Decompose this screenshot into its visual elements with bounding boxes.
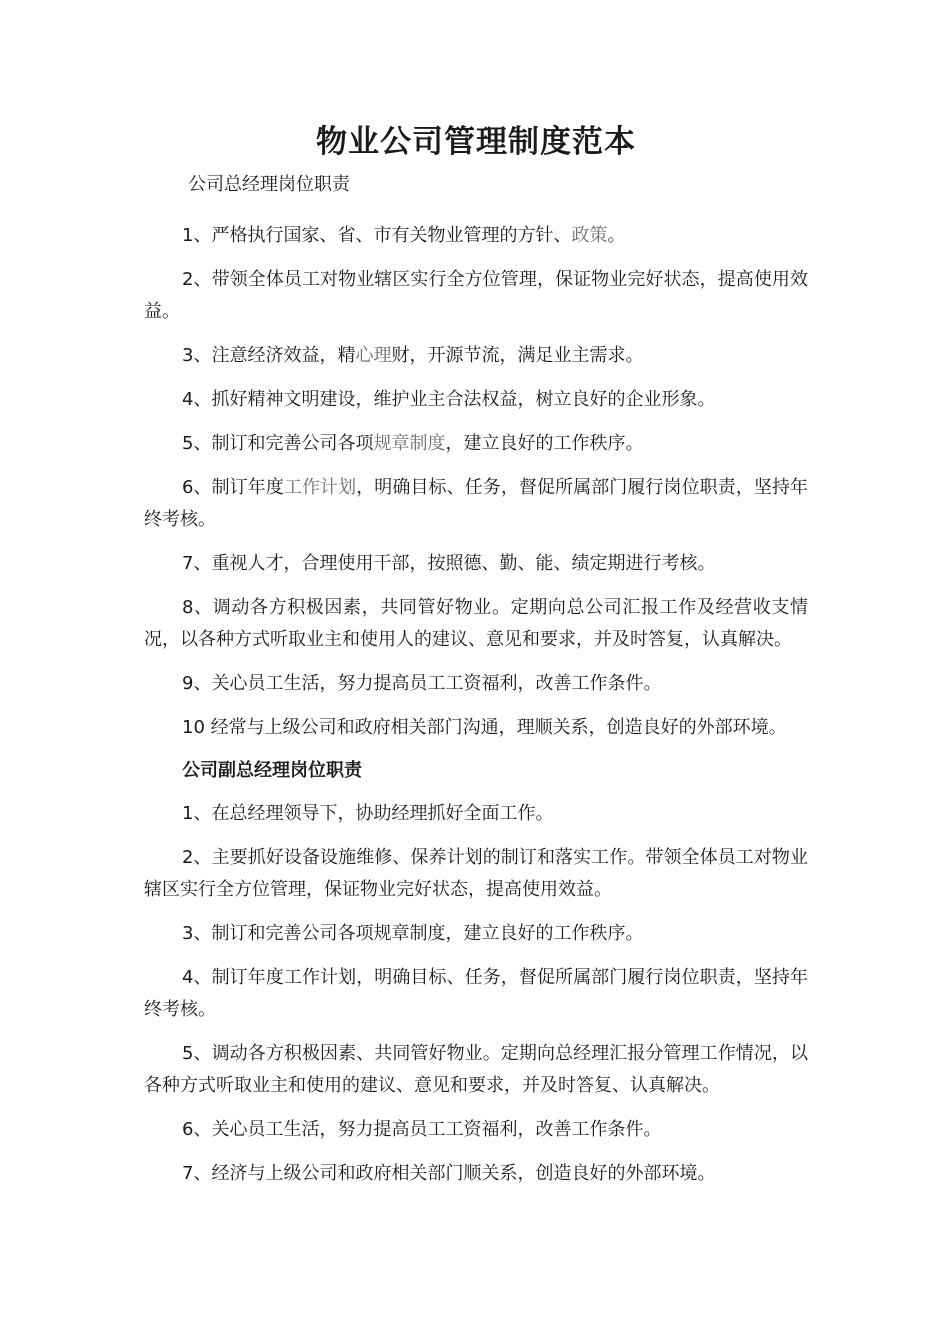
dgm-duty-6: 6、关心员工生活，努力提高员工工资福利，改善工作条件。: [182, 1119, 662, 1140]
section-heading-deputy-manager: 公司副总经理岗位职责: [182, 760, 362, 781]
gm-duty-6: 6、制订年度工作计划，明确目标、任务，督促所属部门履行岗位职责，坚持年终考核。: [144, 477, 809, 530]
section-heading-general-manager: 公司总经理岗位职责: [188, 174, 350, 195]
dgm-duty-3: 3、制订和完善公司各项规章制度，建立良好的工作秩序。: [182, 923, 644, 944]
gm-duty-10: 10 经常与上级公司和政府相关部门沟通，理顺关系，创造良好的外部环境。: [182, 717, 787, 738]
link-policy[interactable]: 政策: [571, 225, 608, 246]
dgm-duty-7: 7、经济与上级公司和政府相关部门顺关系，创造良好的外部环境。: [182, 1163, 716, 1184]
gm-duty-5: 5、制订和完善公司各项规章制度，建立良好的工作秩序。: [182, 433, 644, 454]
document-page: [144, 118, 808, 1202]
gm-duty-4: 4、抓好精神文明建设，维护业主合法权益，树立良好的企业形象。: [182, 389, 716, 410]
link-regulations[interactable]: 规章制度: [373, 433, 446, 454]
gm-duty-7: 7、重视人才，合理使用干部，按照德、勤、能、绩定期进行考核。: [182, 553, 716, 574]
gm-duty-1: 1、严格执行国家、省、市有关物业管理的方针、政策。: [182, 225, 626, 246]
dgm-duty-2: 2、主要抓好设备设施维修、保养计划的制订和落实工作。带领全体员工对物业辖区实行全方位管理，保证物业完好状态，提高使用效益。: [144, 847, 808, 900]
dgm-duty-5: 5、调动各方积极因素、共同管好物业。定期向总经理汇报分管理工作情况，以各种方式听取业主和使用的建议、意见和要求，并及时答复、认真解决。: [144, 1043, 808, 1096]
gm-duty-8: 8、调动各方积极因素，共同管好物业。定期向总公司汇报工作及经营收支情况，以各种方式听取业主和使用人的建议、意见和要求，并及时答复，认真解决。: [144, 597, 808, 650]
gm-duty-9: 9、关心员工生活，努力提高员工工资福利，改善工作条件。: [182, 673, 662, 694]
link-work-plan[interactable]: 工作计划: [283, 477, 357, 498]
gm-duty-2: 2、带领全体员工对物业辖区实行全方位管理，保证物业完好状态，提高使用效益。: [144, 269, 808, 322]
link-psychology[interactable]: 心理: [355, 345, 392, 366]
dgm-duty-4: 4、制订年度工作计划，明确目标、任务，督促所属部门履行岗位职责，坚持年终考核。: [144, 967, 808, 1020]
gm-duty-3: 3、注意经济效益，精心理财，开源节流，满足业主需求。: [182, 345, 644, 366]
dgm-duty-1: 1、在总经理领导下，协助经理抓好全面工作。: [182, 803, 554, 824]
document-title: 物业公司管理制度范本: [316, 124, 636, 160]
